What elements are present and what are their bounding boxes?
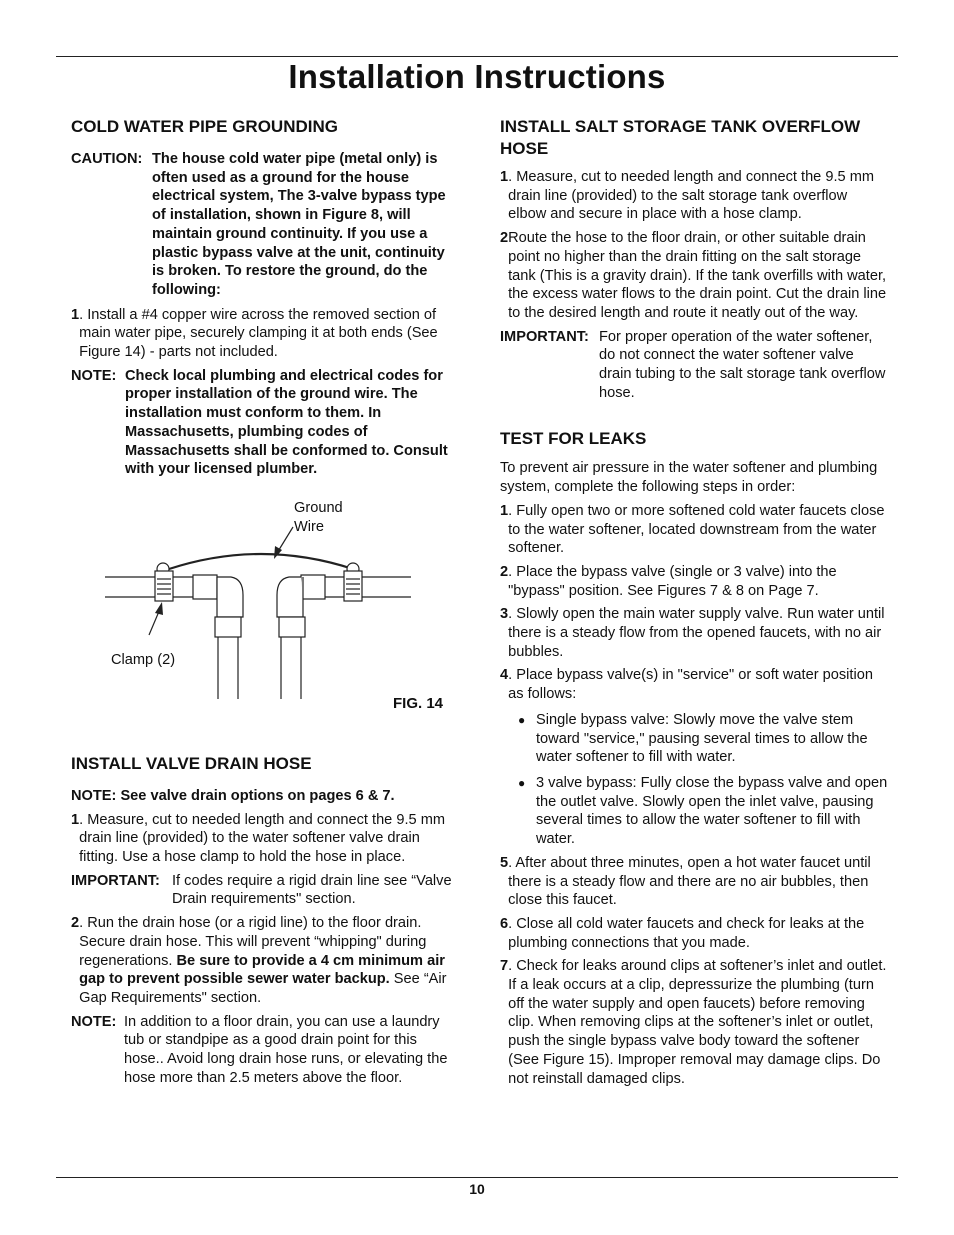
note-label: NOTE: — [71, 367, 117, 384]
step-text: . After about three minutes, open a hot water faucet until there is a steady flow and there are no air bubbles, then close this faucet. — [508, 854, 871, 909]
step-number: 2 — [500, 230, 509, 247]
leak-step — [500, 666, 888, 703]
step-number: 5 — [500, 854, 509, 871]
step-text: . Place the bypass valve (single or 3 valve) into the "bypass" position. See Figures 7 & 8 on Page 7. — [508, 563, 837, 599]
step-text: . Install a #4 copper wire across the removed section of main water pipe, securely clamping it at both ends (See Figure 14) - parts not included. — [79, 306, 438, 361]
figure-label: FIG. 14 — [393, 694, 444, 712]
step-text-bold: Be sure to provide a 4 cm minimum air gap to prevent possible sewer water backup. — [79, 952, 445, 988]
step-number: 1 — [71, 811, 80, 828]
leak-steps-continued — [500, 854, 888, 1088]
salt-tank-step-2 — [500, 229, 888, 323]
step-number: 1 — [500, 169, 509, 185]
step-number: 1 — [500, 502, 509, 519]
right-column — [500, 116, 888, 1088]
valve-drain-note: NOTE: See valve drain options on pages 6 & 7. — [71, 787, 395, 804]
step-number: 3 — [500, 606, 509, 623]
top-rule — [56, 56, 898, 57]
leak-step — [500, 502, 888, 558]
caution-block — [71, 150, 457, 300]
leak-step — [500, 563, 888, 600]
leaks-heading: TEST FOR LEAKS — [500, 429, 647, 449]
step-number: 1 — [71, 306, 80, 323]
leak-bullet — [500, 711, 888, 767]
step-text-part: . Run the drain hose (or a rigid line) to the floor drain. Secure drain hose. This will prevent “whipping" during regenerations. — [79, 915, 427, 969]
caution-label: CAUTION: — [71, 151, 143, 167]
bullet-icon: ● — [518, 712, 526, 727]
clamp-label: Clamp (2) — [111, 651, 176, 668]
salt-tank-heading: INSTALL SALT STORAGE TANK OVERFLOW HOSE — [500, 117, 861, 158]
step-number: 4 — [500, 667, 509, 684]
step-text — [79, 914, 457, 1008]
step-text: . Check for leaks around clips at softener’s inlet and outlet. If a leak occurs at a clip, depressurize the plumbing (turn off the water supply and open faucets) before removing clip. When removing clips at the softener’s inlet or outlet, push the single bypass valve body toward the softener (See Figure 15). Improper removal may damage clips. Do not reinstall damaged clips. — [508, 958, 887, 1087]
step-number: 2 — [500, 563, 509, 580]
bullet-text: Single bypass valve: Slowly move the valve stem toward "service," pausing several times to allow the water softener to fill with water. — [536, 711, 868, 766]
leak-steps — [500, 502, 888, 704]
page-title: Installation Instructions — [288, 58, 666, 95]
left-column — [71, 116, 457, 1088]
important-text: For proper operation of the water softener, do not connect the water softener valve drain tubing to the salt storage tank overflow hose. — [599, 328, 886, 401]
ground-label-line-2: Wire — [294, 518, 324, 535]
leaks-intro: To prevent air pressure in the water softener and plumbing system, complete the following steps in order: — [500, 460, 878, 496]
valve-drain-step-2 — [71, 914, 457, 1008]
important-label: IMPORTANT: — [500, 328, 589, 345]
leak-step — [500, 915, 888, 952]
ground-label-line-1: Ground — [294, 499, 343, 516]
page-number: 10 — [469, 1181, 485, 1197]
bottom-rule — [56, 1177, 898, 1178]
leak-bullet — [500, 774, 888, 849]
bullet-text: 3 valve bypass: Fully close the bypass valve and open the outlet valve. Slowly open the inlet valve, pausing several times to allow the water softener to fill with water. — [536, 774, 888, 848]
valve-drain-step-1 — [71, 811, 457, 867]
cold-water-step-1 — [71, 306, 457, 362]
step-text: . Measure, cut to needed length and connect the 9.5 mm drain line (provided) to the water softener valve drain fitting. Use a hose clamp to hold the hose in place. — [79, 811, 446, 866]
grounding-diagram — [71, 499, 457, 711]
note-label: NOTE: — [71, 1013, 117, 1030]
grounding-note — [71, 367, 457, 479]
step-number: 2 — [71, 915, 80, 932]
note-text: In addition to a floor drain, you can use a laundry tub or standpipe as a good drain point for this hose.. Avoid long drain hose runs, or elevating the hose more than 2.5 meters above the floor. — [124, 1013, 448, 1086]
step-text: . Slowly open the main water supply valve. Run water until there is a steady flow from the opened faucets, with no air bubbles. — [508, 606, 885, 660]
step-text: . Close all cold water faucets and check for leaks at the plumbing connections that you made. — [508, 915, 865, 951]
leak-step — [500, 605, 888, 661]
step-text: Route the hose to the floor drain, or other suitable drain point no higher than the drain fitting on the salt storage tank (This is a gravity drain). If the tank overfills with water, the excess water flows to the drain point. Cut the drain line to the desired length and route it neatly out of the way. — [508, 230, 887, 321]
leak-bullets — [500, 711, 888, 849]
bullet-icon: ● — [518, 775, 526, 790]
clamp-right — [344, 563, 362, 601]
important-label: IMPORTANT: — [71, 872, 160, 889]
leak-step — [500, 854, 888, 910]
valve-drain-heading: INSTALL VALVE DRAIN HOSE — [71, 753, 312, 773]
valve-drain-important — [71, 872, 457, 909]
important-text: If codes require a rigid drain line see “Valve Drain requirements" section. — [172, 872, 452, 908]
salt-tank-step-1 — [500, 168, 888, 224]
step-number: 6 — [500, 915, 509, 932]
cold-water-heading: COLD WATER PIPE GROUNDING — [71, 117, 338, 136]
valve-drain-note-2 — [71, 1013, 457, 1088]
step-text: . Fully open two or more softened cold water faucets close to the water softener, located downstream from the water softener. — [508, 502, 885, 557]
figure-14 — [71, 499, 457, 711]
salt-tank-important — [500, 328, 888, 403]
step-text: . Measure, cut to needed length and connect the 9.5 mm drain line (provided) to the salt storage tank overflow elbow and secure in place with a hose clamp. — [508, 169, 875, 223]
step-text-part: See “Air Gap Requirements" section. — [79, 971, 447, 1006]
note-text: Check local plumbing and electrical codes for proper installation of the ground wire. The installation must conform to them. In Massachusetts, plumbing codes of Massachusetts shall be conformed to. Consult with your licensed plumber. — [125, 367, 448, 478]
step-text: . Place bypass valve(s) in "service" or soft water position as follows: — [508, 667, 873, 703]
caution-text: The house cold water pipe (metal only) is often used as a ground for the house electrical system, The 3-valve bypass type of installation, shown in Figure 8, will maintain ground continuity. If you use a plastic bypass valve at the unit, continuity is broken. To restore the ground, do the following: — [152, 151, 446, 298]
step-number: 7 — [500, 958, 509, 975]
leak-step — [500, 957, 888, 1088]
